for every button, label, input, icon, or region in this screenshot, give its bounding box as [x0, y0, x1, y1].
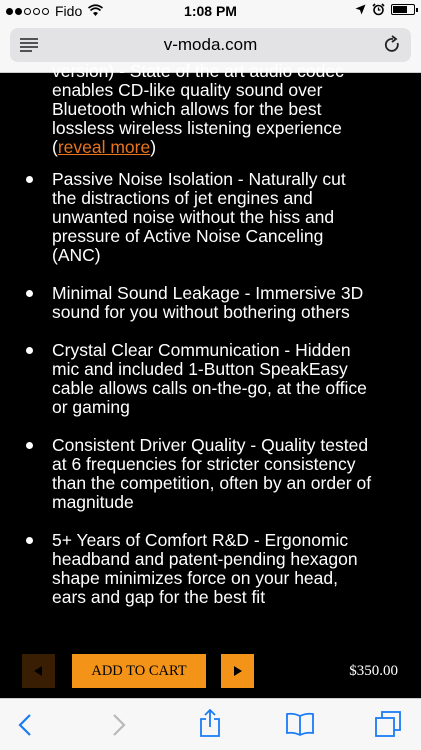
reload-icon[interactable]	[383, 35, 401, 55]
feature-text: version) - State of the art audio codec enables CD-like quality sound over Bluetooth which allows for the best lossless wireless listening experience	[52, 61, 344, 138]
status-bar	[0, 0, 421, 22]
tabs-icon[interactable]	[374, 710, 402, 738]
list-item: Crystal Clear Communication - Hidden mic and included 1-Button SpeakEasy cable allows calls on-the-go, at the office or gaming	[0, 341, 372, 417]
list-item: Consistent Driver Quality - Quality tested at 6 frequencies for stricter consistency than the competition, often by an order of magnitude	[0, 436, 372, 512]
add-to-cart-button[interactable]: ADD TO CART	[72, 654, 206, 688]
list-item: 5+ Years of Comfort R&D - Ergonomic headband and patent-pending hexagon shape minimizes force on your head, ears and gap for the best fit	[0, 531, 372, 607]
reveal-more-link[interactable]: reveal more	[57, 137, 151, 157]
forward-icon[interactable]	[112, 713, 126, 737]
next-button[interactable]	[221, 654, 254, 688]
cart-bar	[0, 628, 421, 698]
list-item: Passive Noise Isolation - Naturally cut the distractions of jet engines and unwanted noise without the hiss and pressure of Active Noise Canceling (ANC)	[0, 170, 372, 265]
battery-level	[393, 6, 407, 13]
back-icon[interactable]	[18, 713, 32, 737]
share-icon[interactable]	[198, 708, 222, 738]
product-features	[0, 61, 421, 628]
browser-toolbar	[0, 698, 421, 750]
alarm-icon	[372, 3, 385, 16]
status-icons	[355, 3, 415, 16]
reveal-close-paren: )	[150, 137, 157, 157]
url-text[interactable]: v-moda.com	[163, 35, 258, 54]
address-bar[interactable]	[10, 28, 411, 62]
location-arrow-icon	[355, 4, 366, 15]
list-item: Minimal Sound Leakage - Immersive 3D sound for you without bothering others	[0, 284, 372, 322]
battery-icon	[391, 4, 415, 15]
reveal-open-paren: (	[52, 137, 58, 157]
caret-right-icon	[233, 666, 242, 676]
feature-list	[0, 170, 421, 626]
caret-left-icon	[34, 666, 43, 676]
status-time: 1:08 PM	[184, 3, 237, 19]
feature-item-continued	[52, 62, 372, 157]
carrier-name: Fido	[55, 3, 83, 19]
bookmarks-icon[interactable]	[285, 712, 315, 736]
previous-button[interactable]	[22, 654, 55, 688]
price-label: $350.00	[349, 663, 398, 679]
